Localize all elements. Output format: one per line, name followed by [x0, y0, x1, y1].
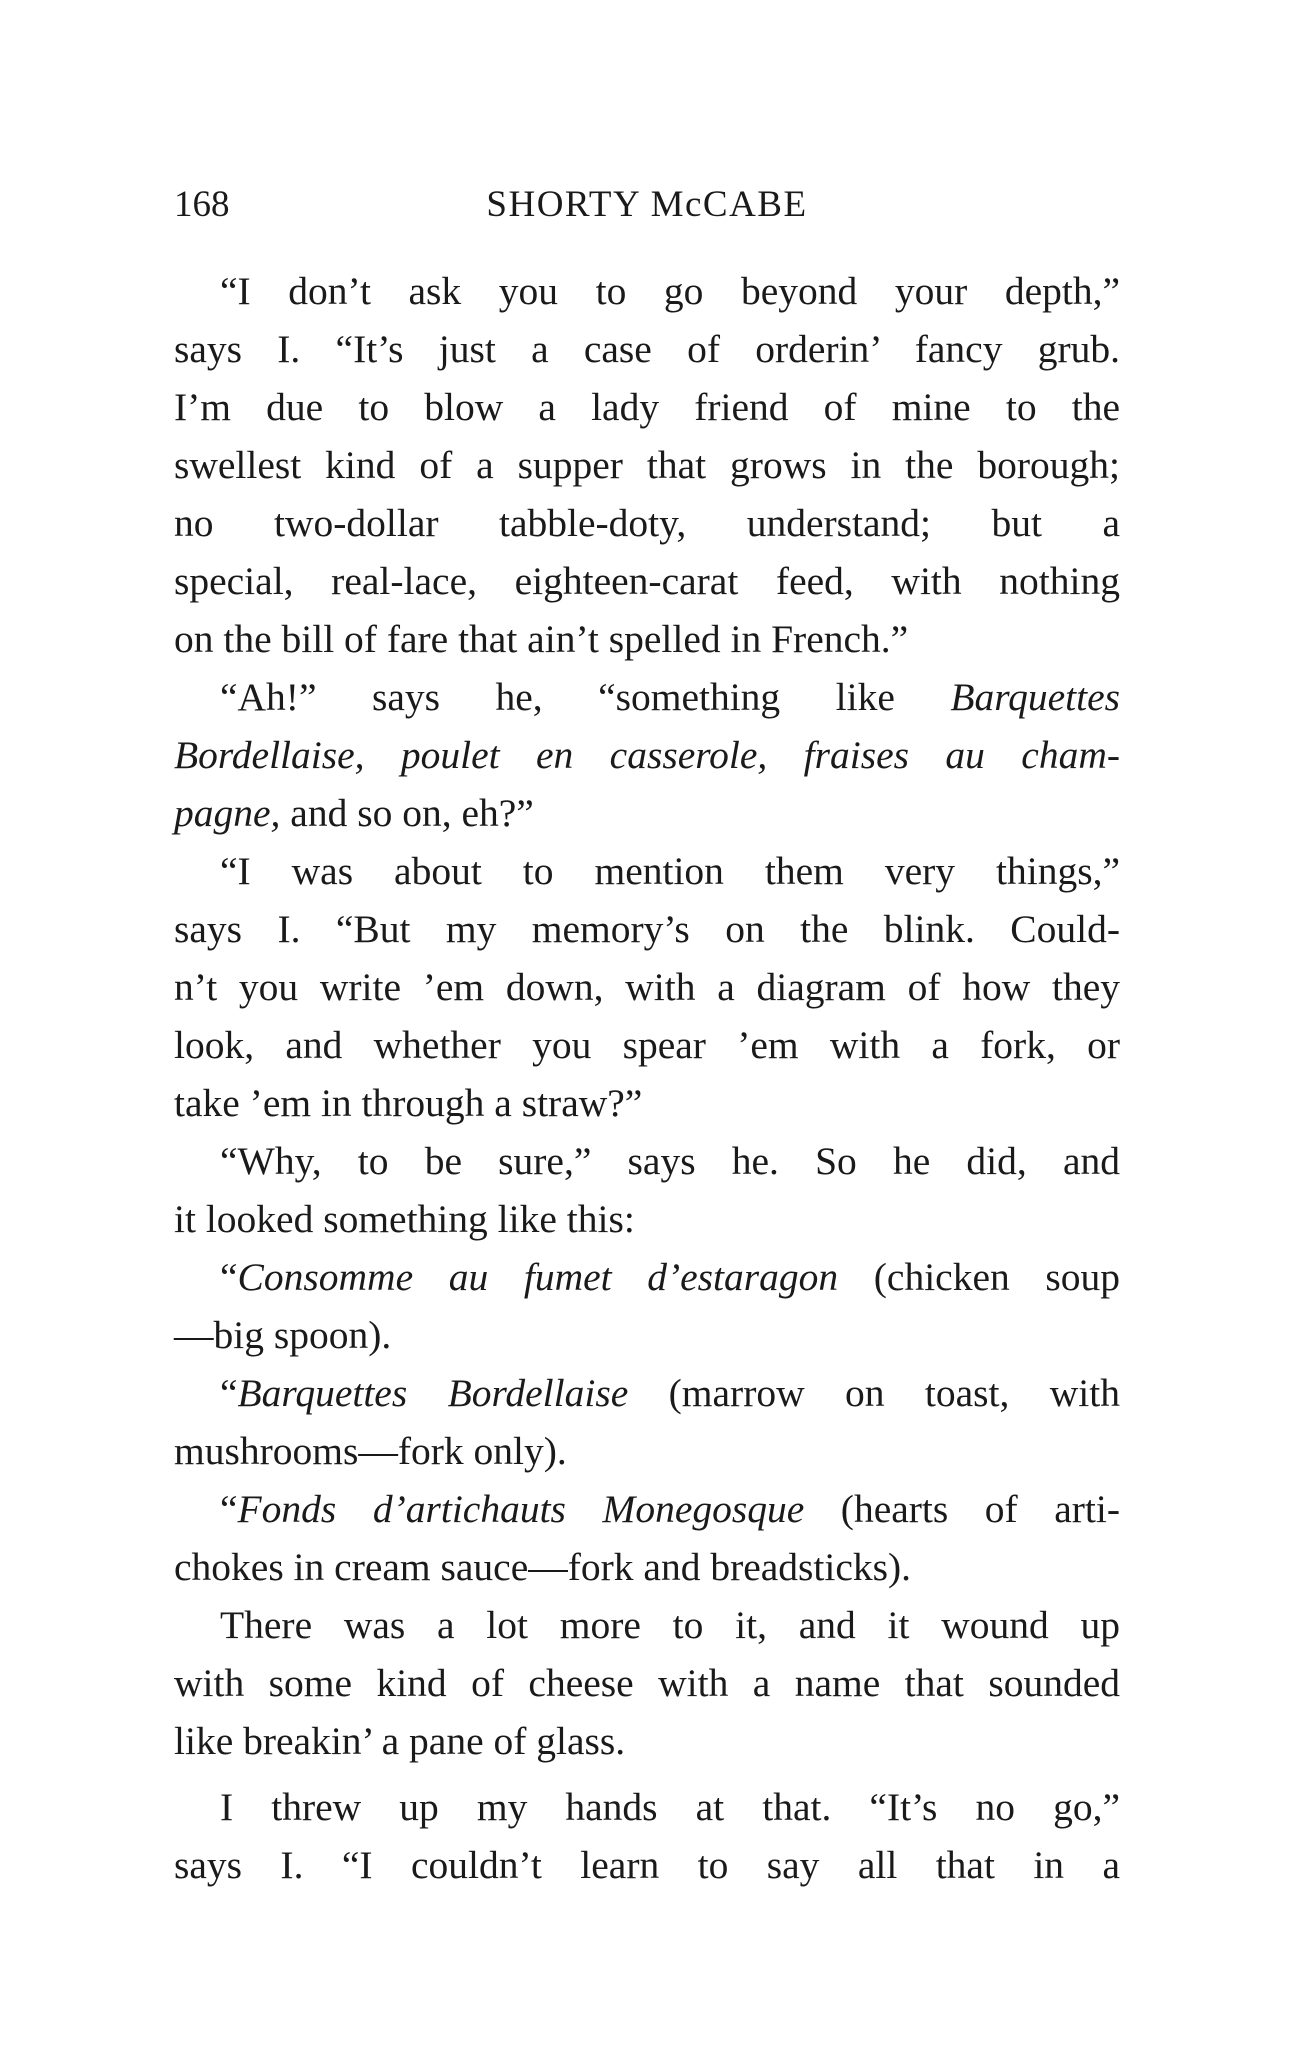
- text-run: “: [220, 1255, 238, 1299]
- text-line: says I. “It’s just a case of orderin’ fancy grub.: [174, 327, 1120, 371]
- text-line: “Why, to be sure,” says he. So he did, and: [220, 1139, 1120, 1183]
- page-number: 168: [174, 184, 230, 225]
- text-line: n’t you write ’em down, with a diagram of how they: [174, 965, 1120, 1009]
- text-line: [174, 1364, 1120, 1422]
- text-run: (marrow on toast, with: [628, 1371, 1120, 1415]
- text-line: no two-dollar tabble-doty, understand; but a: [174, 501, 1120, 545]
- text-run: (chicken soup: [838, 1255, 1120, 1299]
- text-run: “Ah!” says he, “something like: [220, 675, 951, 719]
- text-line: —big spoon).: [174, 1313, 392, 1357]
- text-run-italic: Barquettes Bordellaise: [237, 1371, 629, 1415]
- text-run-italic: Barquettes: [950, 675, 1120, 719]
- text-line: “I don’t ask you to go beyond your depth,”: [220, 269, 1120, 313]
- text-line: There was a lot more to it, and it wound up: [220, 1603, 1120, 1647]
- text-run: “: [220, 1487, 238, 1531]
- text-line: like breakin’ a pane of glass.: [174, 1719, 626, 1763]
- running-head: SHORTY McCABE: [486, 184, 808, 225]
- text-line: look, and whether you spear ’em with a fork, or: [174, 1023, 1120, 1067]
- text-run-italic: Consomme au fumet d’estaragon: [237, 1255, 839, 1299]
- text-line: special, real-lace, eighteen-carat feed, with nothing: [174, 559, 1120, 603]
- text-line: Bordellaise, poulet en casserole, fraises au cham-: [174, 733, 1120, 777]
- text-line: I threw up my hands at that. “It’s no go,”: [220, 1785, 1120, 1829]
- body-text: [174, 262, 1120, 1894]
- text-run-italic: pagne,: [174, 791, 281, 835]
- text-line: says I. “But my memory’s on the blink. Could-: [174, 907, 1120, 951]
- text-line: “I was about to mention them very things,”: [220, 849, 1120, 893]
- text-line: take ’em in through a straw?”: [174, 1081, 643, 1125]
- text-line: [174, 1480, 1120, 1538]
- text-run: “: [220, 1371, 238, 1415]
- text-run-italic: Fonds d’artichauts Monegosque: [237, 1487, 805, 1531]
- text-line: chokes in cream sauce—fork and breadsticks).: [174, 1545, 912, 1589]
- text-run: and so on, eh?”: [280, 791, 534, 835]
- text-line: with some kind of cheese with a name that sounded: [174, 1661, 1120, 1705]
- text-line: on the bill of fare that ain’t spelled in French.”: [174, 617, 909, 661]
- text-line: it looked something like this:: [174, 1197, 635, 1241]
- text-line: [174, 1248, 1120, 1306]
- text-run: (hearts of arti-: [804, 1487, 1120, 1531]
- text-line: [174, 668, 1120, 726]
- text-line: [174, 784, 1120, 842]
- text-line: says I. “I couldn’t learn to say all that in a: [174, 1843, 1120, 1887]
- text-line: I’m due to blow a lady friend of mine to the: [174, 385, 1120, 429]
- text-line: mushrooms—fork only).: [174, 1429, 567, 1473]
- text-line: swellest kind of a supper that grows in the borough;: [174, 443, 1120, 487]
- page-header: [174, 180, 1120, 230]
